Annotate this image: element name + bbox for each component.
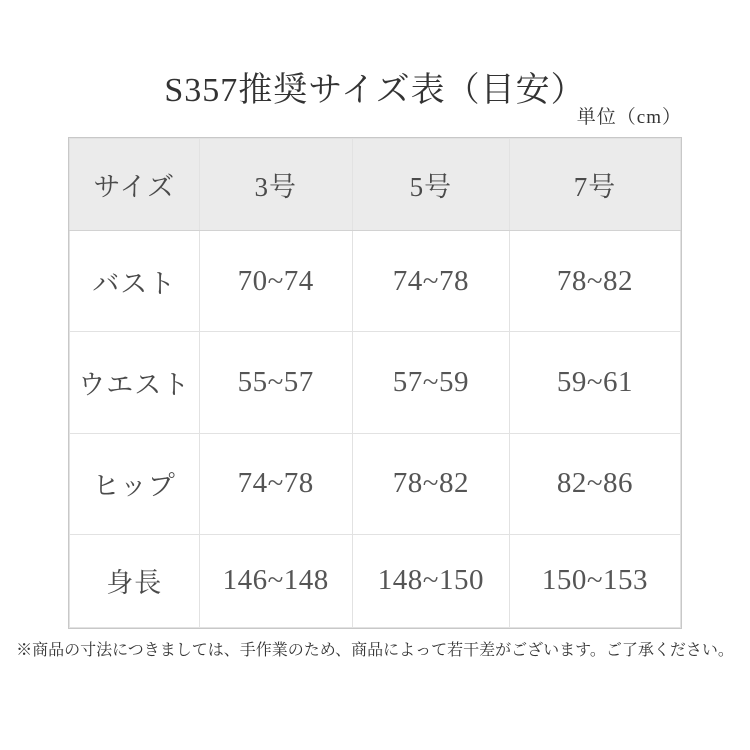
table-cell: 148~150 — [352, 534, 509, 627]
table-cell: 150~153 — [509, 534, 680, 627]
table-cell: 74~78 — [199, 433, 352, 534]
table-cell: 82~86 — [509, 433, 680, 534]
table-row-waist — [70, 332, 681, 433]
table-cell: 146~148 — [199, 534, 352, 627]
page-title: S357推奨サイズ表（目安） — [164, 72, 586, 109]
row-label-bust: バスト — [70, 231, 200, 332]
table-cell: 74~78 — [352, 231, 509, 332]
row-label-hip: ヒップ — [70, 433, 200, 534]
table-cell: 55~57 — [199, 332, 352, 433]
unit-label: 単位（cm） — [576, 107, 682, 128]
size-table — [69, 138, 681, 628]
footnote: ※商品の寸法につきましては、手作業のため、商品によって若干差がございます。ご了承ください。 — [16, 642, 734, 659]
table-cell: 57~59 — [352, 332, 509, 433]
row-label-height: 身長 — [70, 534, 200, 627]
row-label-waist: ウエスト — [70, 332, 200, 433]
table-cell: 78~82 — [352, 433, 509, 534]
table-header-row — [70, 139, 681, 231]
size-table-container — [68, 137, 682, 629]
column-header-size-5: 5号 — [352, 139, 509, 231]
column-header-size-7: 7号 — [509, 139, 680, 231]
column-header-size-3: 3号 — [199, 139, 352, 231]
table-row-hip — [70, 433, 681, 534]
table-row-height — [70, 534, 681, 627]
table-row-bust — [70, 231, 681, 332]
column-header-size: サイズ — [70, 139, 200, 231]
table-cell: 70~74 — [199, 231, 352, 332]
table-cell: 59~61 — [509, 332, 680, 433]
table-cell: 78~82 — [509, 231, 680, 332]
